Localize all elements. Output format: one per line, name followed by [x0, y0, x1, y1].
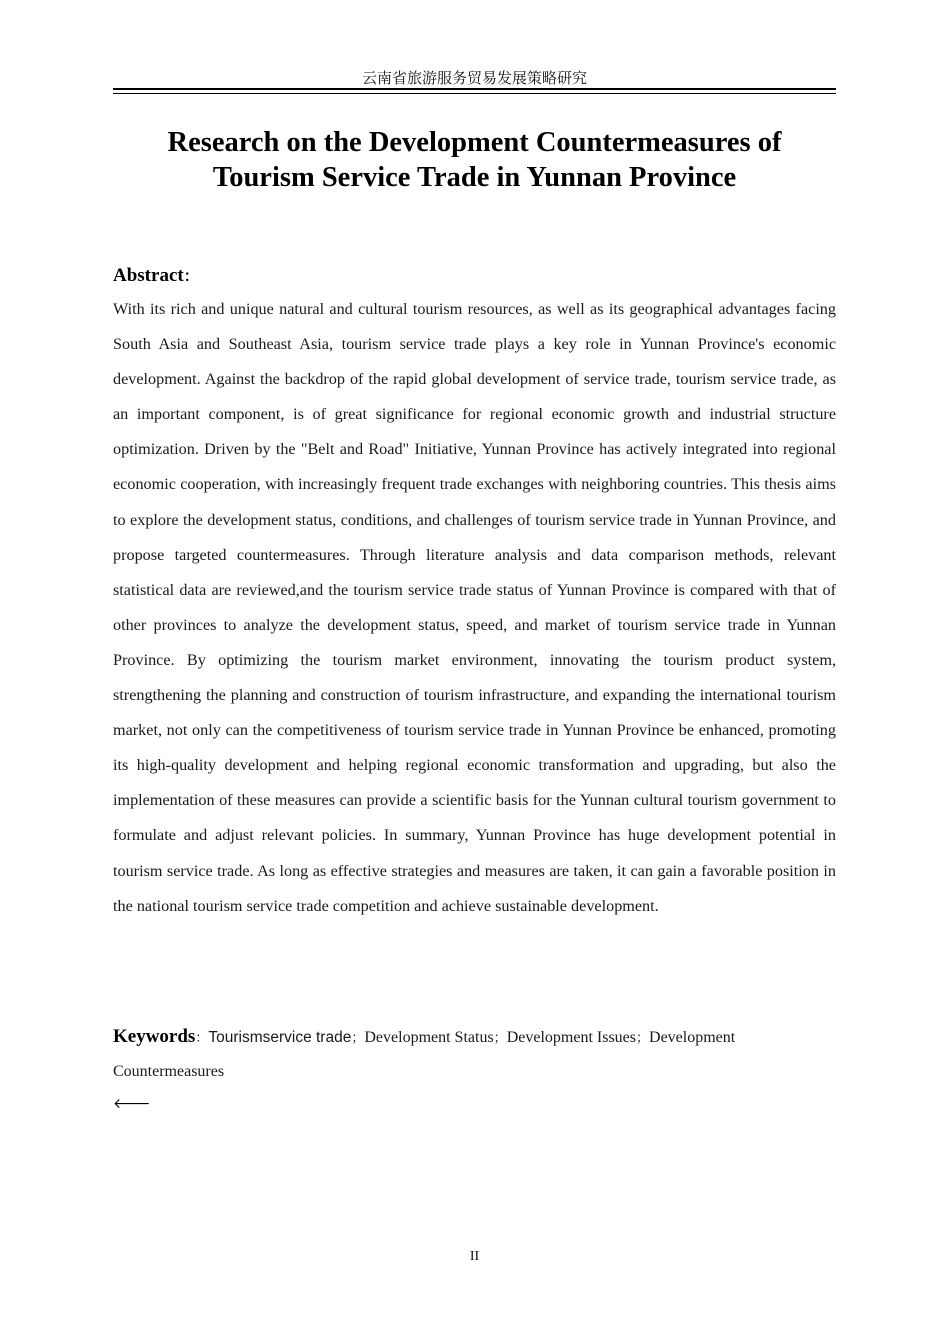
keyword-separator: ； — [351, 1031, 365, 1046]
paper-title-line-2: Tourism Service Trade in Yunnan Province — [212, 162, 737, 193]
header-double-rule — [113, 88, 836, 94]
page-number: II — [469, 1249, 480, 1264]
keyword-separator: ； — [636, 1031, 650, 1046]
running-header: 云南省旅游服务贸易发展策略研究 — [361, 69, 587, 87]
keyword-item: Development Countermeasures — [113, 1029, 736, 1080]
abstract-body: With its rich and unique natural and cultural tourism resources, as well as its geographical advantages facing South Asia and Southeast Asia, tourism service trade plays a key role in Yunnan Province's economic development. Against the backdrop of the rapid global development of service trade, tourism service trade, as an important component, is of great significance for regional economic growth and industrial structure optimization. Driven by the "Belt and Road" Initiative, Yunnan Province has actively integrated into regional economic cooperation, with increasingly frequent trade exchanges with neighboring countries. This thesis aims to explore the development status, conditions, and challenges of tourism service trade in Yunnan Province, and propose targeted countermeasures. Through literature analysis and data comparison methods, relevant statistical data are reviewed,and the tourism service trade status of Yunnan Province is compared with that of other provinces to analyze the development status, speed, and market of tourism service trade in Yunnan Province. By optimizing the tourism market environment, innovating the tourism product system, strengthening the planning and construction of tourism infrastructure, and expanding the international tourism market, not only can the competitiveness of tourism service trade in Yunnan Province be enhanced, promoting its high-quality development and helping regional economic transformation and upgrading, but also the implementation of these measures can provide a scientific basis for the Yunnan cultural tourism government to formulate and adjust relevant policies. In summary, Yunnan Province has huge development potential in tourism service trade. As long as effective strategies and measures are taken, it can gain a favorable position in the national tourism service trade competition and achieve sustainable development. — [113, 300, 836, 915]
keyword-separator: ； — [493, 1031, 507, 1046]
paragraph-return-icon: 🡐 — [113, 1096, 151, 1112]
abstract-heading — [113, 263, 199, 289]
keywords-line — [113, 1020, 836, 1088]
abstract-heading-label: Abstract — [113, 265, 184, 286]
keywords-label: Keywords — [113, 1026, 196, 1047]
keywords-colon: ： — [195, 1031, 209, 1046]
paper-title-line-1: Research on the Development Countermeasures of — [167, 127, 782, 158]
abstract-heading-colon: ： — [183, 267, 199, 285]
paper-title — [113, 125, 836, 195]
keyword-item: Tourismservice trade — [208, 1029, 352, 1046]
keyword-item: Development Issues — [506, 1029, 636, 1046]
keyword-item: Development Status — [364, 1029, 494, 1046]
